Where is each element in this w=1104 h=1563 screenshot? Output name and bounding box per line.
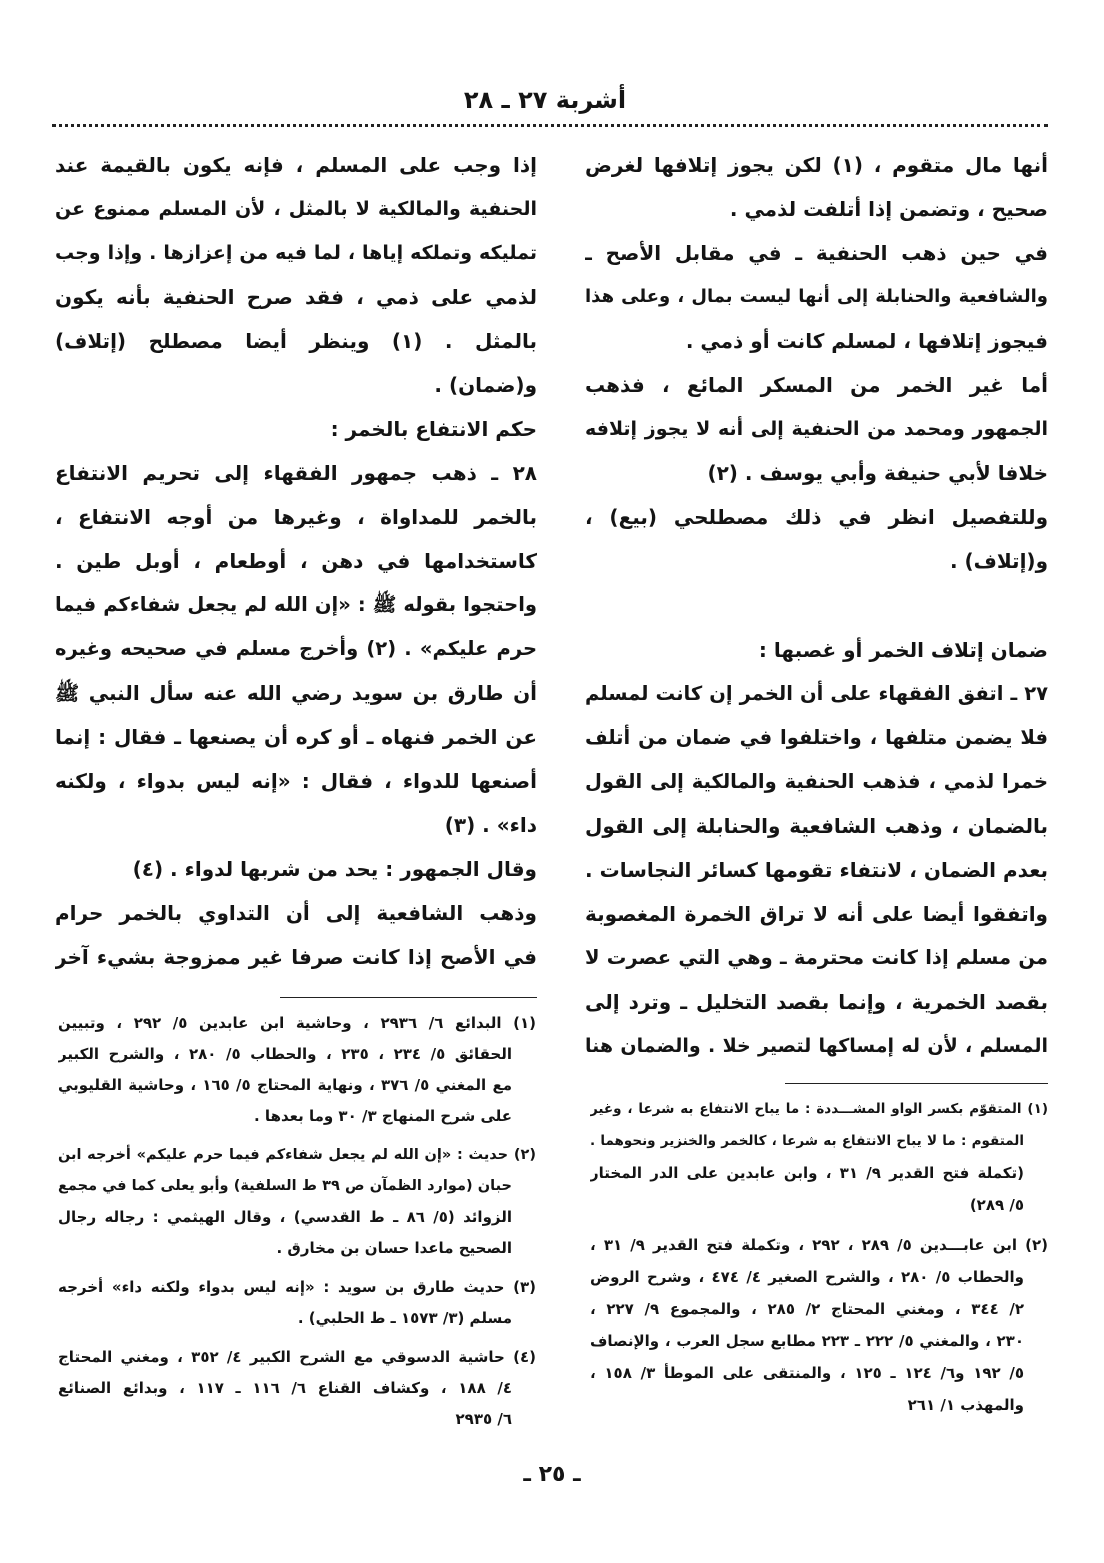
footnote-line: على شرح المنهاج ٣/ ٣٠ وما بعدها .: [254, 1107, 512, 1125]
footnote-line: ٦/ ٢٩٣٥: [455, 1410, 512, 1428]
text-line: ٢٧ ـ اتفق الفقهاء على أن الخمر إن كانت لمسلم: [585, 682, 1048, 705]
footnote-line: (١) المتقوّم بكسر الواو المشـــددة : ما يباح الانتفاع به شرعا ، وغير: [590, 1101, 1048, 1117]
text-line: بعدم الضمان ، لانتفاء تقومها كسائر النجاسات .: [585, 858, 1048, 882]
heading-text: حكم الانتفاع بالخمر :: [330, 417, 537, 441]
paragraph: [585, 231, 1048, 363]
footnote: [58, 1140, 536, 1264]
text-line: في حين ذهب الحنفية ـ في مقابل الأصح ـ: [585, 241, 1048, 265]
footnote-line: الحقائق ٥/ ٢٣٤ ، ٢٣٥ ، والحطاب ٥/ ٢٨٠ ، والشرح الكبير: [58, 1045, 512, 1063]
footnote-line: (١) البدائع ٦/ ٢٩٣٦ ، وحاشية ابن عابدين ٥/ ٢٩٢ ، وتبيين: [58, 1014, 536, 1032]
footnotes-left: [58, 1008, 536, 1443]
paragraph: [55, 451, 537, 847]
footnote-line: (تكملة فتح القدير ٩/ ٣١ ، وابن عابدين على الدر المختار: [590, 1164, 1025, 1182]
text-line: داء» . (٣): [444, 813, 537, 837]
header-dotted-rule: [52, 124, 1048, 127]
footnote-line: ٤/ ١٨٨ ، وكشاف القناع ٦/ ١١٦ ـ ١١٧ ، وبدائع الصنائع: [58, 1379, 513, 1397]
footnote-line: (٣) حديث طارق بن سويد : «إنه ليس بدواء ولكنه داء» أخرجه: [58, 1278, 536, 1296]
text-line: خلافا لأبي حنيفة وأبي يوسف . (٢): [707, 461, 1048, 485]
footnote: [58, 1008, 536, 1132]
footnote-line: (٢) حديث : «إن الله لم يجعل شفاءكم فيما حرم عليكم» أخرجه ابن: [58, 1147, 536, 1163]
text-line: بقصد الخمرية ، وإنما بقصد التخليل ـ وترد إلى: [585, 990, 1048, 1014]
page-header-title: أشربة ٢٧ ـ ٢٨: [463, 86, 627, 114]
text-line: بالضمان ، وذهب الشافعية والحنابلة إلى القول: [585, 814, 1048, 838]
paragraph: [55, 847, 537, 891]
footnote-line: والمهذب ١/ ٢٦١: [907, 1396, 1024, 1414]
footnote-line: والحطاب ٥/ ٢٨٠ ، والشرح الصغير ٤/ ٤٧٤ ، وشرح الروض: [590, 1268, 1024, 1286]
text-line: خمرا لذمي ، فذهب الحنفية والمالكية إلى القول: [585, 770, 1048, 793]
footnote: [58, 1342, 536, 1435]
text-line: وللتفصيل انظر في ذلك مصطلحي (بيع) ،: [585, 505, 1048, 529]
paragraph: [55, 891, 537, 979]
paragraph: [55, 143, 537, 407]
text-line: وقال الجمهور : يحد من شربها لدواء . (٤): [132, 857, 537, 881]
page-number: ـ ٢٥ ـ: [523, 1462, 581, 1487]
text-line: فيجوز إتلافها ، لمسلم كانت أو ذمي .: [685, 329, 1048, 353]
paragraph: [585, 363, 1048, 495]
text-line: أما غير الخمر من المسكر المائع ، فذهب: [585, 373, 1048, 397]
footnote: [590, 1093, 1048, 1221]
paragraph: [585, 495, 1048, 583]
footnote-line: مع المغني ٥/ ٣٧٦ ، ونهاية المحتاج ٥/ ١٦٥ ، وحاشية القليوبي: [58, 1076, 513, 1094]
footnote: [590, 1229, 1048, 1421]
paragraph: [585, 143, 1048, 231]
text-line: وذهب الشافعية إلى أن التداوي بالخمر حرام: [55, 901, 537, 925]
paragraph: [585, 672, 1048, 1068]
footnote-line: ٥/ ١٩٢ و٦/ ١٢٤ ـ ١٢٥ ، والمنتقى على الموطأ ٣/ ١٥٨ ،: [590, 1364, 1025, 1382]
footnote-line: مسلم (٣/ ١٥٧٣ ـ ط الحلبي) .: [297, 1309, 512, 1327]
text-line: والشافعية والحنابلة إلى أنها ليست بمال ، وعلى هذا: [585, 286, 1048, 307]
text-line: فلا يضمن متلفها ، واختلفوا في ضمان من أتلف: [585, 726, 1048, 749]
text-line: و(ضمان) .: [434, 373, 537, 397]
text-line: في الأصح إذا كانت صرفا غير ممزوجة بشيء آخر: [55, 945, 537, 969]
footnote-line: الصحيح ماعدا حسان بن مخارق .: [276, 1239, 512, 1257]
text-line: واحتجوا بقوله ﷺ : «إن الله لم يجعل شفاءكم فيما: [55, 593, 537, 616]
footnote-line: ٥/ ٢٨٩): [969, 1196, 1024, 1214]
footnote-rule-left: [280, 997, 537, 998]
footnote-line: ٢/ ٣٤٤ ، ومغني المحتاج ٢/ ٢٨٥ ، والمجموع ٩/ ٢٢٧ ،: [590, 1300, 1025, 1318]
text-line: الحنفية والمالكية لا بالمثل ، لأن المسلم ممنوع عن: [55, 198, 537, 220]
footnote: [58, 1272, 536, 1334]
text-line: لذمي على ذمي ، فقد صرح الحنفية بأنه يكون: [55, 285, 537, 309]
text-line: المسلم ، لأن له إمساكها لتصير خلا . والضمان هنا: [585, 1035, 1048, 1057]
text-line: ٢٨ ـ ذهب جمهور الفقهاء إلى تحريم الانتفاع: [55, 461, 537, 485]
heading-text: ضمان إتلاف الخمر أو غصبها :: [758, 638, 1048, 662]
footnotes-right: [590, 1093, 1048, 1429]
section-heading: [585, 628, 1048, 672]
text-line: إذا وجب على المسلم ، فإنه يكون بالقيمة عند: [55, 153, 537, 177]
footnote-line: حبان (موارد الظمآن ص ٣٩ ط السلفية) وأبو يعلى كما في مجمع: [58, 1178, 512, 1194]
text-line: حرم عليكم» . (٢) وأخرج مسلم في صحيحه وغيره: [55, 637, 537, 660]
text-line: الجمهور ومحمد من الحنفية إلى أنه لا يجوز إتلافه: [585, 418, 1048, 440]
text-line: أن طارق بن سويد رضي الله عنه سأل النبي ﷺ: [55, 681, 537, 705]
footnote-line: المتقوم : ما لا يباح الانتفاع به شرعا ، كالخمر والخنزير ونحوهما .: [590, 1133, 1024, 1149]
section-heading: [55, 407, 537, 451]
footnote-line: الزوائد (٥/ ٨٦ ـ ط القدسي) ، وقال الهيثمي : رجاله رجال: [58, 1208, 512, 1226]
text-line: تمليكه وتملكه إياها ، لما فيه من إعزازها . وإذا وجب: [55, 242, 537, 264]
text-line: عن الخمر فنهاه ـ أو كره أن يصنعها ـ فقال : إنما: [55, 725, 537, 749]
text-line: أصنعها للدواء ، فقال : «إنه ليس بدواء ، ولكنه: [55, 769, 537, 793]
footnote-rule-right: [785, 1083, 1048, 1084]
text-line: من مسلم إذا كانت محترمة ـ وهي التي عصرت لا: [585, 946, 1048, 969]
text-line: كاستخدامها في دهن ، أوطعام ، أوبل طين .: [55, 549, 537, 573]
text-line: بالخمر للمداواة ، وغيرها من أوجه الانتفاع ،: [55, 505, 537, 529]
text-line: بالمثل . (١) وينظر أيضا مصطلح (إتلاف): [55, 329, 537, 353]
footnote-line: ٢٣٠ ، والمغني ٥/ ٢٢٢ ـ ٢٢٣ مطابع سجل العرب ، والإنصاف: [590, 1332, 1024, 1350]
text-line: أنها مال متقوم ، (١) لكن يجوز إتلافها لغرض: [585, 153, 1048, 177]
column-left: [55, 143, 537, 979]
footnote-line: (٤) حاشية الدسوقي مع الشرح الكبير ٤/ ٣٥٢ ، ومغني المحتاج: [58, 1348, 536, 1366]
text-line: و(إتلاف) .: [949, 549, 1048, 573]
text-line: صحيح ، وتضمن إذا أتلفت لذمي .: [729, 197, 1048, 221]
footnote-line: (٢) ابن عابـــدين ٥/ ٢٨٩ ، ٢٩٢ ، وتكملة فتح القدير ٩/ ٣١ ،: [590, 1236, 1048, 1254]
text-line: واتفقوا أيضا على أنه لا تراق الخمرة المغصوبة: [585, 902, 1048, 926]
column-right: [585, 143, 1048, 1068]
